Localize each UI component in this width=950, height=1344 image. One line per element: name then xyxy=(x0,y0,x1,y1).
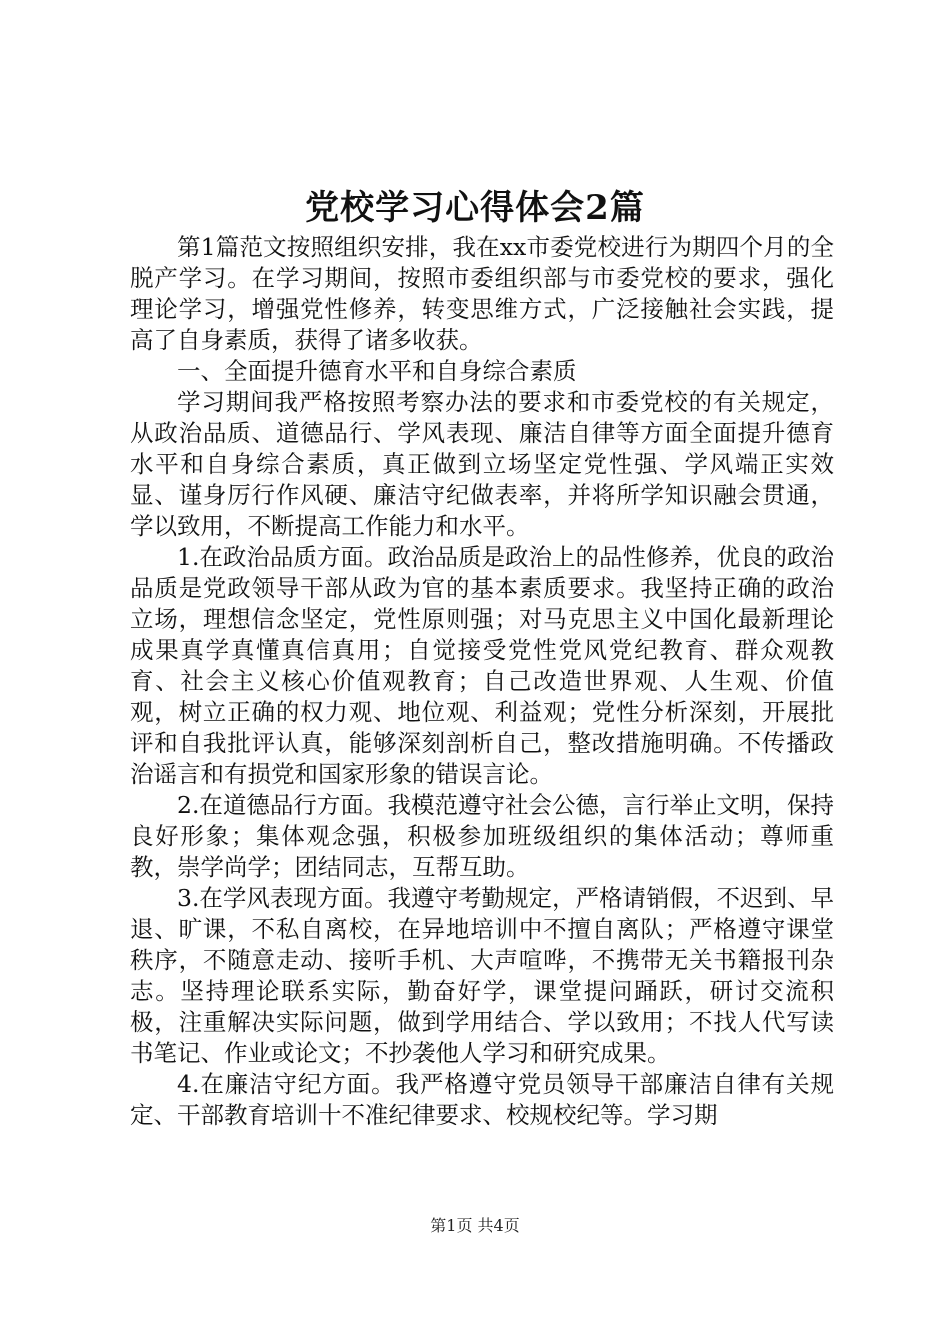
section-heading: 一、全面提升德育水平和自身综合素质 xyxy=(177,357,577,385)
intro-paragraph: 第1篇范文按照组织安排，我在xx市委党校进行为期四个月的全脱产学习。在学习期间，按照市委组织部与市委党校的要求，强化理论学习，增强党性修养，转变思维方式，广泛接触社会实践，提高了自身素质，获得了诸多收获。 xyxy=(130,233,834,354)
body-paragraph: 3.在学风表现方面。我遵守考勤规定，严格请销假，不迟到、早退、旷课，不私自离校，在异地培训中不擅自离队；严格遵守课堂秩序，不随意走动、接听手机、大声喧哗，不携带无关书籍报刊杂志。坚持理论联系实际，勤奋好学，课堂提问踊跃，研讨交流积极，注重解决实际问题，做到学用结合、学以致用；不找人代写读书笔记、作业或论文；不抄袭他人学习和研究成果。 xyxy=(130,884,834,1067)
document-body xyxy=(130,232,834,1131)
body-paragraph: 学习期间我严格按照考察办法的要求和市委党校的有关规定，从政治品质、道德品行、学风表现、廉洁自律等方面全面提升德育水平和自身综合素质，真正做到立场坚定党性强、学风端正实效显、谨身厉行作风硬、廉洁守纪做表率，并将所学知识融会贯通，学以致用，不断提高工作能力和水平。 xyxy=(130,388,834,540)
page-number-footer: 第1页 共4页 xyxy=(430,1216,520,1235)
body-paragraph: 2.在道德品行方面。我模范遵守社会公德，言行举止文明，保持良好形象；集体观念强，积极参加班级组织的集体活动；尊师重教，崇学尚学；团结同志，互帮互助。 xyxy=(130,791,834,881)
body-paragraph: 4.在廉洁守纪方面。我严格遵守党员领导干部廉洁自律有关规定、干部教育培训十不准纪律要求、校规校纪等。学习期 xyxy=(130,1070,834,1129)
document-title: 党校学习心得体会2篇 xyxy=(305,188,645,228)
body-paragraph: 1.在政治品质方面。政治品质是政治上的品性修养，优良的政治品质是党政领导干部从政为官的基本素质要求。我坚持正确的政治立场，理想信念坚定，党性原则强；对马克思主义中国化最新理论成果真学真懂真信真用；自觉接受党性党风党纪教育、群众观教育、社会主义核心价值观教育；自己改造世界观、人生观、价值观，树立正确的权力观、地位观、利益观；党性分析深刻，开展批评和自我批评认真，能够深刻剖析自己，整改措施明确。不传播政治谣言和有损党和国家形象的错误言论。 xyxy=(130,543,834,788)
